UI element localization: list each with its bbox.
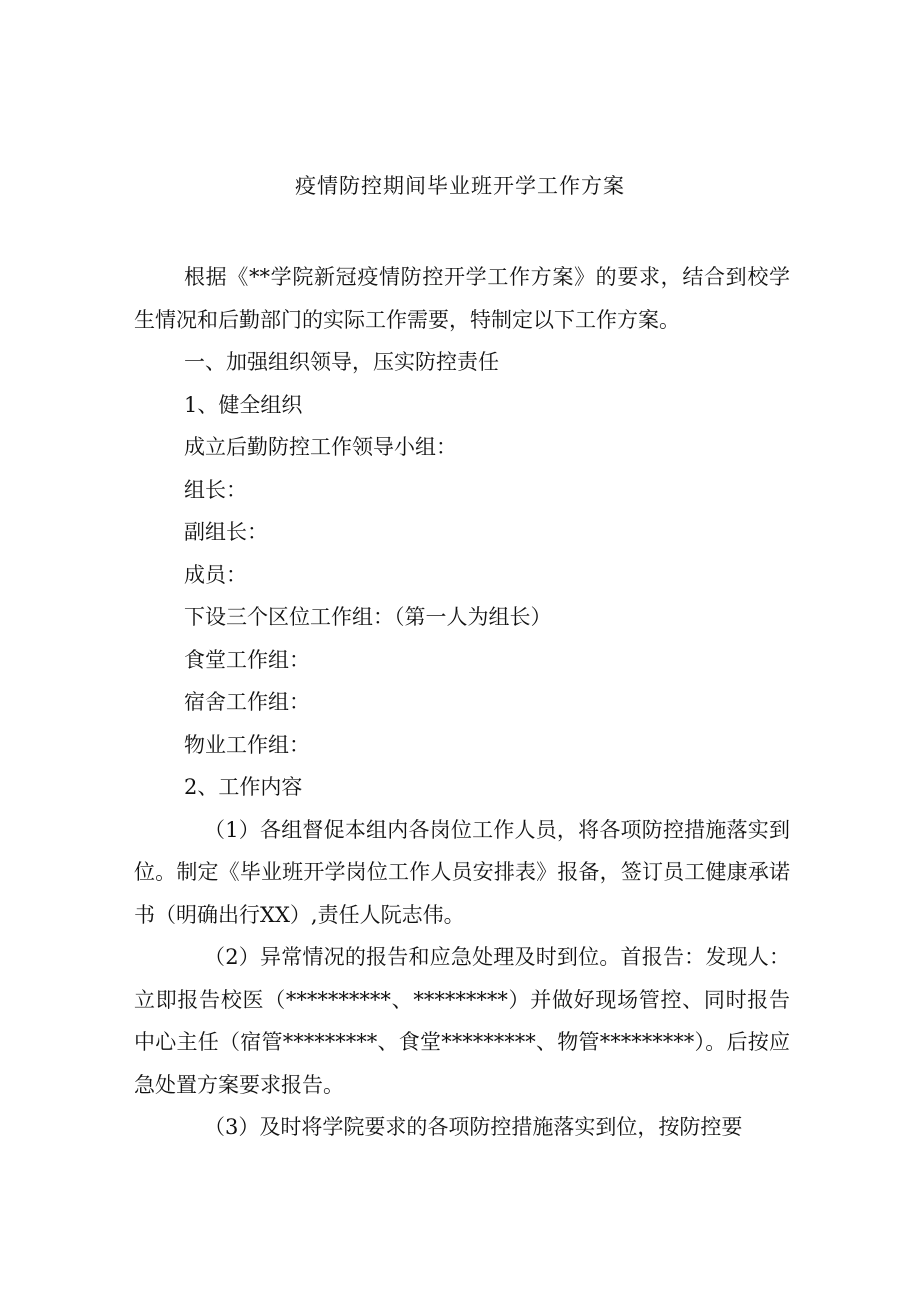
item-1-heading: 1、健全组织: [184, 392, 303, 417]
work-content-paragraph-1: （1）各组督促本组内各岗位工作人员，将各项防控措施落实到位。制定《毕业班开学岗位工作人员安排表》报备，签订员工健康承诺书（明确出行XX）,责任人阮志伟。: [134, 817, 790, 927]
org-line-property-group: 物业工作组：: [184, 732, 310, 757]
intro-paragraph: 根据《**学院新冠疫情防控开学工作方案》的要求，结合到校学生情况和后勤部门的实际工作需要，特制定以下工作方案。: [134, 265, 790, 332]
org-line-leader: 组长：: [184, 477, 247, 502]
org-line-deputy-leader: 副组长：: [184, 520, 268, 544]
item-2-heading: 2、工作内容: [184, 775, 303, 799]
org-line-leadership-group: 成立后勤防控工作领导小组：: [184, 435, 457, 459]
section-1-heading: 一、加强组织领导，压实防控责任: [184, 350, 499, 374]
document-title: 疫情防控期间毕业班开学工作方案: [295, 174, 625, 198]
org-line-canteen-group: 食堂工作组：: [184, 647, 310, 672]
org-line-work-groups: 下设三个区位工作组：（第一人为组长）: [184, 605, 552, 629]
document-body: [134, 256, 790, 1149]
work-content-paragraph-3: （3）及时将学院要求的各项防控措施落实到位，按防控要: [204, 1115, 743, 1139]
org-line-members: 成员：: [184, 562, 247, 587]
work-content-paragraph-2: （2）异常情况的报告和应急处理及时到位。首报告：发现人：立即报告校医（**********、*********）并做好现场管控、同时报告中心主任（宿管*********、食堂*********、物管*********）。后按应急处置方案要求报告。: [134, 945, 790, 1097]
org-line-dormitory-group: 宿舍工作组：: [184, 690, 310, 714]
